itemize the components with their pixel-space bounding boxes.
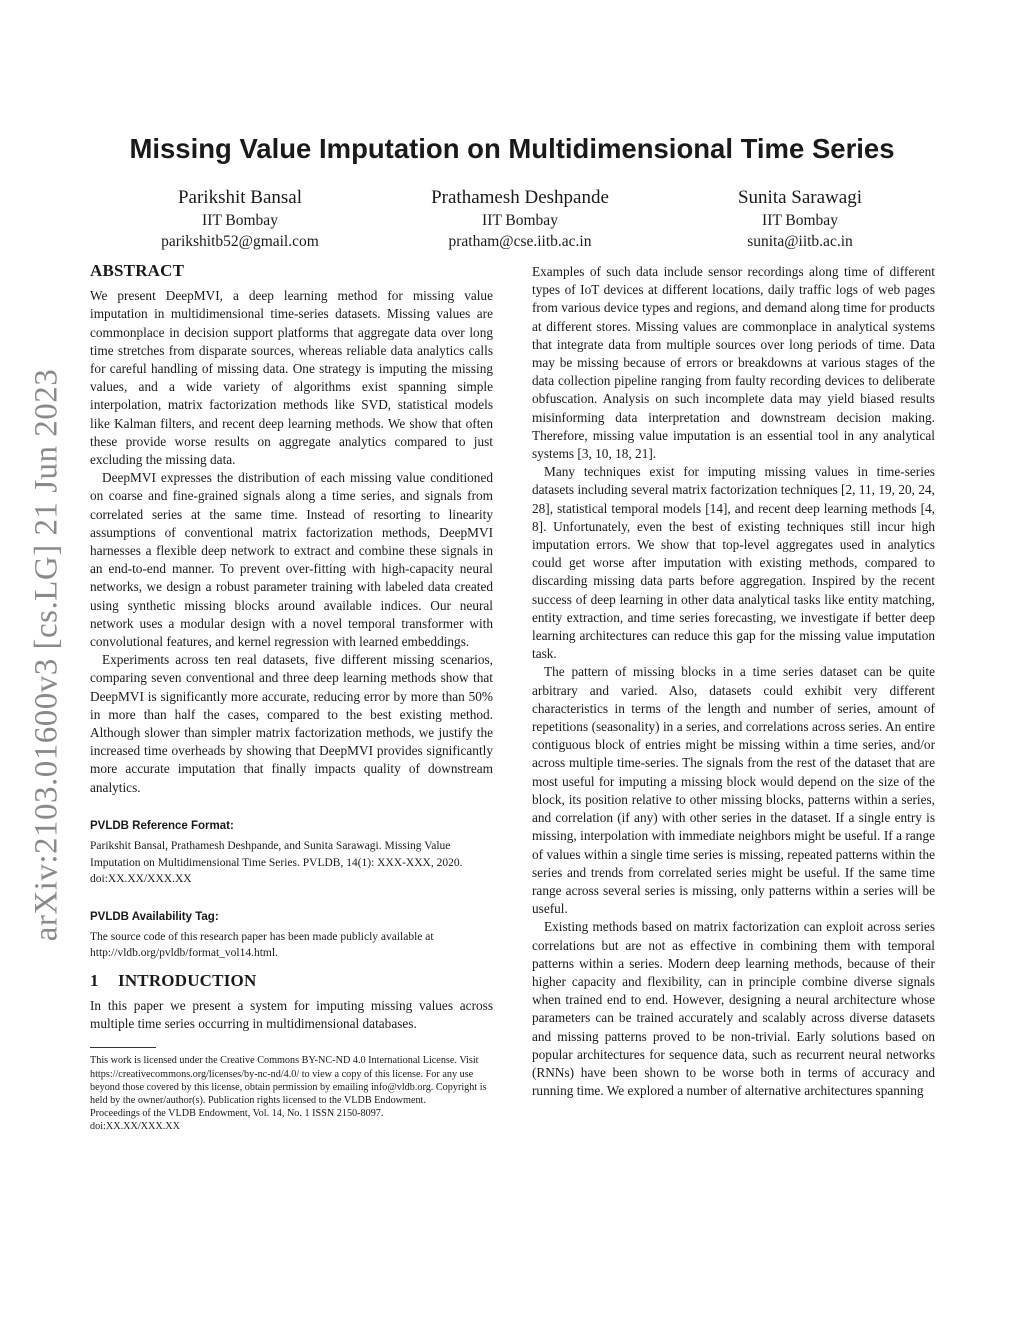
abstract-paragraph: We present DeepMVI, a deep learning method for missing value imputation in multidimensional time-series datasets. Missing values are commonplace in decision support platforms that aggregate data over long time stretches from disparate sources, whereas reliable data analytics calls for careful handling of missing data. One strategy is imputing the missing values, and a wide variety of algorithms exist spanning simple interpolation, matrix factorization methods like SVD, statistical models like Kalman filters, and recent deep learning methods. We show that often these provide worse results on aggregate analytics compared to just excluding the missing data. [90,288,493,468]
author-affiliation: IIT Bombay [202,212,278,229]
availability-heading: PVLDB Availability Tag: [90,910,219,923]
footnote-license: This work is licensed under the Creative Commons BY-NC-ND 4.0 International License. Visit https://creativecommons.org/licenses/by-nc-nd/4.0/ to view a copy of this license. For any use beyond those covered by this license, obtain permission by emailing info@vldb.org. Copyright is held by the owner/author(s). Publication rights licensed to the VLDB Endowment. [90,1055,487,1107]
reference-format-text: Parikshit Bansal, Prathamesh Deshpande, and Sunita Sarawagi. Missing Value Imputation on Multidimensional Time Series. PVLDB, 14(1): XXX-XXX, 2020. [90,840,463,869]
arxiv-identifier-stamp: arXiv:2103.01600v3 [cs.LG] 21 Jun 2023 [28,368,65,942]
abstract-heading: ABSTRACT [90,261,185,280]
introduction-heading [90,972,493,990]
introduction-paragraph: Many techniques exist for imputing missing values in time-series datasets including several matrix factorization techniques [2, 11, 19, 20, 24, 28], statistical temporal models [14], and recent deep learning methods [4, 8]. Unfortunately, even the best of existing techniques still incur high imputation errors. We show that top-level aggregates used in analytics could get worse after imputation with existing methods, compared to discarding missing data parts before aggregation. Inspired by the recent success of deep learning in other data analytical tasks like entity matching, entity extraction, and time series forecasting, we investigate if better deep learning architectures can reduce this gap for the missing value imputation task. [532,464,935,662]
introduction-paragraph: The pattern of missing blocks in a time series dataset can be quite arbitrary and varied. Also, datasets could exhibit very different characteristics in terms of the length and number of series, amount of repetitions (seasonality) in a series, and correlations across series. An entire contiguous block of entries might be missing within a time series, and/or across multiple time-series. The signals from the rest of the dataset that are most useful for imputing a missing block would depend on the size of the block, its position relative to other missing blocks, patterns within a series, and correlation (if any) with other series in the dataset. If a single entry is missing, interpolation with immediate neighbors might be useful. If a range of values within a single time series is missing, repeated patterns within the series and trends from correlated series might be useful. If the same time range across several series is missing, only patterns within a series will be useful. [532,664,935,917]
footnote-proceedings: Proceedings of the VLDB Endowment, Vol. 14, No. 1 ISSN 2150-8097. [90,1108,384,1120]
author-3 [660,186,940,252]
footnote-doi: doi:XX.XX/XXX.XX [90,1121,180,1133]
introduction-paragraph: Examples of such data include sensor recordings along time of different types of IoT devices at different locations, daily traffic logs of web pages from various device types and regions, and demand along time for products at different stores. Missing values are commonplace in analytical systems that integrate data from multiple sources over long periods of time. Data may be missing because of errors or breakdowns at various stages of the data collection pipeline ranging from faulty recording devices to deliberate obfuscation. Analysis on such incomplete data may yield biased results misinforming data interpretation and downstream decision making. Therefore, missing value imputation is an essential tool in any analytical systems [3, 10, 18, 21]. [532,264,935,462]
reference-format-doi: doi:XX.XX/XXX.XX [90,873,192,886]
author-affiliation: IIT Bombay [482,212,558,229]
author-name: Parikshit Bansal [177,187,303,208]
footnote-rule [90,1047,156,1048]
abstract-paragraph: DeepMVI expresses the distribution of each missing value conditioned on coarse and fine-grained signals along a time series, and signals from correlated series at the same time. Instead of resorting to linearity assumptions of conventional matrix factorization methods, DeepMVI harnesses a flexible deep network to extract and combine these signals in an end-to-end manner. To prevent over-fitting with high-capacity neural networks, we design a robust parameter training with labeled data created using synthetic missing blocks around available indices. Our neural network uses a modular design with a novel temporal transformer with convolutional features, and kernel regression with learned embeddings. [90,470,493,650]
author-affiliation: IIT Bombay [762,212,838,229]
author-email: pratham@cse.iitb.ac.in [448,233,592,250]
section-number: 1 [90,970,99,990]
paper-title: Missing Value Imputation on Multidimensional Time Series [129,133,895,164]
left-column [90,262,493,1134]
abstract-paragraph: Experiments across ten real datasets, five different missing scenarios, comparing seven conventional and three deep learning methods show that DeepMVI is significantly more accurate, reducing error by more than 50% in more than half the cases, compared to the best existing method. Although slower than simpler matrix factorization methods, we justify the increased time overheads by showing that DeepMVI provides significantly more accurate imputation that finally impacts quality of downstream analytics. [90,652,493,795]
author-name: Sunita Sarawagi [737,187,862,208]
author-email: parikshitb52@gmail.com [161,233,319,250]
author-email: sunita@iitb.ac.in [747,233,853,250]
author-name: Prathamesh Deshpande [431,187,609,208]
section-title: INTRODUCTION [118,970,257,990]
introduction-paragraph: In this paper we present a system for imputing missing values across multiple time series occurring in multidimensional databases. [90,998,493,1032]
author-2 [380,186,660,252]
author-1 [100,186,380,252]
availability-text: The source code of this research paper has been made publicly available at http://vldb.org/pvldb/format_vol14.html. [90,930,434,960]
right-column [532,263,935,1100]
introduction-paragraph: Existing methods based on matrix factorization can exploit across series correlations but are not as effective in combining them with temporal patterns within a series. Modern deep learning methods, because of their higher capacity and flexibility, can in principle combine diverse signals when trained end to end. However, designing a neural architecture whose parameters can be trained accurately and scalably across diverse datasets and missing patterns proved to be non-trivial. Early solutions based on popular architectures for sequence data, such as recurrent neural networks (RNNs) have been shown to be worse both in terms of accuracy and running time. We explored a number of alternative architectures spanning [532,919,935,1099]
reference-format-heading: PVLDB Reference Format: [90,819,234,832]
author-block [100,186,940,252]
